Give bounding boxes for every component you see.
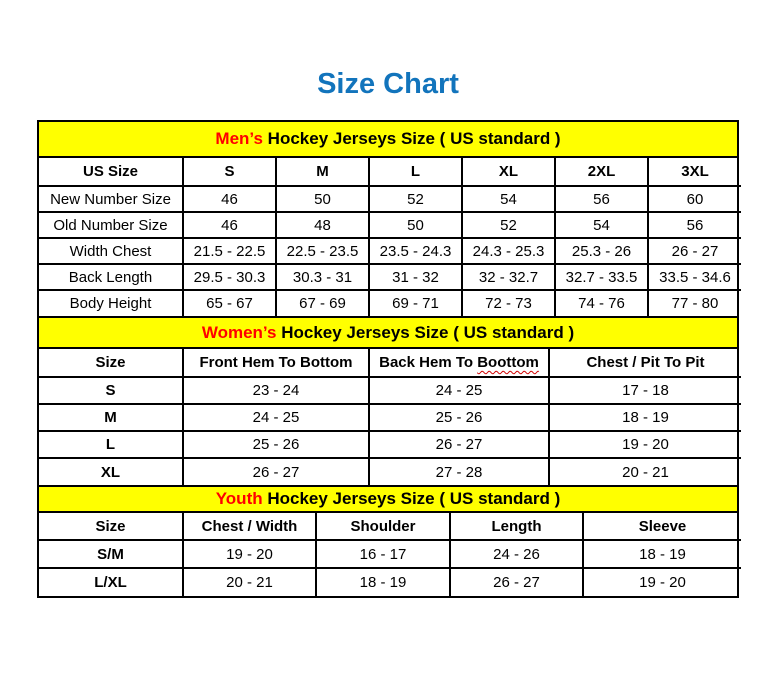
- value-cell: 26 - 27: [648, 238, 741, 264]
- table-row: [39, 431, 741, 458]
- mens-table-banner: [39, 122, 737, 158]
- header-cell-back-hem: [369, 349, 549, 377]
- womens-banner-text: Hockey Jerseys Size ( US standard ): [276, 322, 575, 342]
- header-text: Back Hem To: [379, 354, 478, 371]
- value-cell: 25.3 - 26: [555, 238, 648, 264]
- youth-banner-text: Hockey Jerseys Size ( US standard ): [262, 489, 561, 508]
- header-cell: Front Hem To Bottom: [183, 349, 369, 377]
- row-label-cell: M: [39, 404, 183, 431]
- value-cell: 24 - 25: [183, 404, 369, 431]
- mens-size-table: [39, 158, 741, 316]
- mens-banner-text: Hockey Jerseys Size ( US standard ): [262, 129, 561, 148]
- row-label-cell: S/M: [39, 540, 183, 568]
- value-cell: 72 - 73: [462, 290, 555, 316]
- value-cell: 23.5 - 24.3: [369, 238, 462, 264]
- value-cell: 54: [555, 212, 648, 238]
- table-row: [39, 238, 741, 264]
- row-label-cell: S: [39, 377, 183, 404]
- value-cell: 60: [648, 186, 741, 212]
- value-cell: 20 - 21: [183, 568, 316, 596]
- row-label-cell: Back Length: [39, 264, 183, 290]
- table-row: [39, 212, 741, 238]
- table-row: [39, 377, 741, 404]
- header-cell: Sleeve: [583, 513, 741, 540]
- row-label-cell: XL: [39, 458, 183, 485]
- header-cell: 3XL: [648, 158, 741, 186]
- value-cell: 18 - 19: [316, 568, 450, 596]
- value-cell: 21.5 - 22.5: [183, 238, 276, 264]
- header-cell: Length: [450, 513, 583, 540]
- header-cell: Size: [39, 349, 183, 377]
- header-cell: L: [369, 158, 462, 186]
- value-cell: 29.5 - 30.3: [183, 264, 276, 290]
- header-cell: M: [276, 158, 369, 186]
- value-cell: 30.3 - 31: [276, 264, 369, 290]
- value-cell: 19 - 20: [549, 431, 741, 458]
- value-cell: 24 - 26: [450, 540, 583, 568]
- row-label-cell: Width Chest: [39, 238, 183, 264]
- page-title: Size Chart: [317, 68, 459, 100]
- value-cell: 22.5 - 23.5: [276, 238, 369, 264]
- value-cell: 48: [276, 212, 369, 238]
- table-row: [39, 404, 741, 431]
- value-cell: 50: [276, 186, 369, 212]
- youth-header-row: [39, 513, 741, 540]
- header-cell: XL: [462, 158, 555, 186]
- value-cell: 26 - 27: [369, 431, 549, 458]
- value-cell: 32 - 32.7: [462, 264, 555, 290]
- size-chart-tables: [37, 120, 739, 598]
- value-cell: 52: [462, 212, 555, 238]
- value-cell: 18 - 19: [549, 404, 741, 431]
- value-cell: 32.7 - 33.5: [555, 264, 648, 290]
- header-cell: Chest / Pit To Pit: [549, 349, 741, 377]
- header-cell: S: [183, 158, 276, 186]
- row-label-cell: L: [39, 431, 183, 458]
- header-cell: 2XL: [555, 158, 648, 186]
- mens-banner-highlight: Men’s: [215, 129, 263, 148]
- table-row: [39, 540, 741, 568]
- value-cell: 67 - 69: [276, 290, 369, 316]
- value-cell: 25 - 26: [183, 431, 369, 458]
- header-cell: US Size: [39, 158, 183, 186]
- value-cell: 24.3 - 25.3: [462, 238, 555, 264]
- table-row: [39, 458, 741, 485]
- value-cell: 18 - 19: [583, 540, 741, 568]
- value-cell: 56: [648, 212, 741, 238]
- value-cell: 17 - 18: [549, 377, 741, 404]
- table-row: [39, 264, 741, 290]
- value-cell: 54: [462, 186, 555, 212]
- value-cell: 31 - 32: [369, 264, 462, 290]
- value-cell: 19 - 20: [583, 568, 741, 596]
- value-cell: 56: [555, 186, 648, 212]
- table-row: [39, 568, 741, 596]
- youth-size-table: [39, 513, 741, 596]
- womens-header-row: [39, 349, 741, 377]
- value-cell: 24 - 25: [369, 377, 549, 404]
- header-cell: Size: [39, 513, 183, 540]
- row-label-cell: New Number Size: [39, 186, 183, 212]
- mens-section: [39, 122, 737, 316]
- table-row: [39, 186, 741, 212]
- row-label-cell: Old Number Size: [39, 212, 183, 238]
- youth-section: [39, 485, 737, 596]
- value-cell: 26 - 27: [450, 568, 583, 596]
- value-cell: 25 - 26: [369, 404, 549, 431]
- womens-banner-highlight: Women’s: [201, 322, 277, 342]
- value-cell: 27 - 28: [369, 458, 549, 485]
- value-cell: 69 - 71: [369, 290, 462, 316]
- value-cell: 46: [183, 212, 276, 238]
- youth-banner-highlight: Youth: [215, 489, 263, 508]
- value-cell: 46: [183, 186, 276, 212]
- value-cell: 77 - 80: [648, 290, 741, 316]
- value-cell: 33.5 - 34.6: [648, 264, 741, 290]
- row-label-cell: L/XL: [39, 568, 183, 596]
- value-cell: 19 - 20: [183, 540, 316, 568]
- value-cell: 20 - 21: [549, 458, 741, 485]
- header-cell: Chest / Width: [183, 513, 316, 540]
- mens-header-row: [39, 158, 741, 186]
- header-cell: Shoulder: [316, 513, 450, 540]
- youth-table-banner: [39, 485, 737, 513]
- row-label-cell: Body Height: [39, 290, 183, 316]
- value-cell: 23 - 24: [183, 377, 369, 404]
- value-cell: 26 - 27: [183, 458, 369, 485]
- value-cell: 16 - 17: [316, 540, 450, 568]
- womens-size-table: [39, 349, 741, 485]
- table-row: [39, 290, 741, 316]
- womens-section: [39, 316, 737, 485]
- value-cell: 65 - 67: [183, 290, 276, 316]
- misspelled-word: Boottom: [477, 354, 539, 371]
- value-cell: 52: [369, 186, 462, 212]
- value-cell: 74 - 76: [555, 290, 648, 316]
- value-cell: 50: [369, 212, 462, 238]
- womens-table-banner: [39, 316, 737, 349]
